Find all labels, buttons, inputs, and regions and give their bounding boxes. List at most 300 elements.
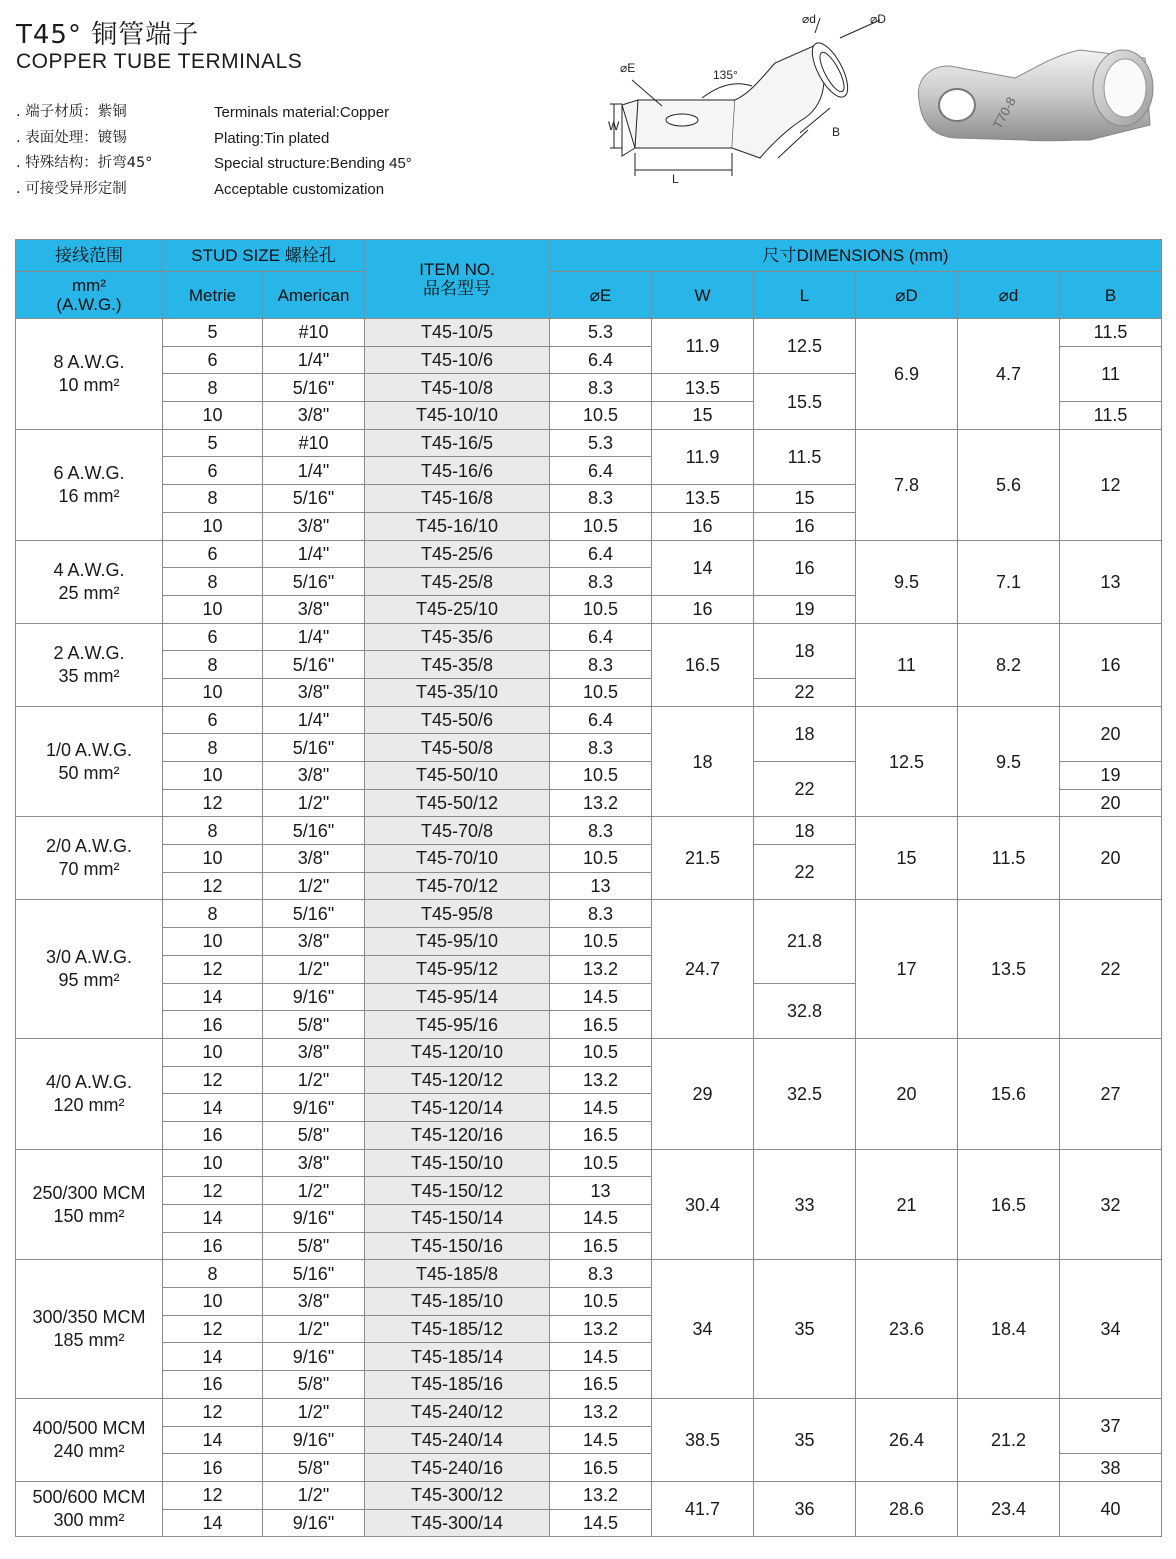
- dim-B-cell: 13: [1060, 540, 1162, 623]
- table-row: [16, 1481, 1162, 1509]
- stud-metrie-cell: 8: [163, 568, 263, 596]
- dim-E-cell: 14.5: [550, 1205, 652, 1233]
- dim-E-cell: 10.5: [550, 1149, 652, 1177]
- stud-metrie-cell: 12: [163, 1177, 263, 1205]
- stud-metrie-cell: 8: [163, 1260, 263, 1288]
- dim-E-cell: 10.5: [550, 595, 652, 623]
- dim-E-cell: 6.4: [550, 346, 652, 374]
- stud-metrie-cell: 14: [163, 983, 263, 1011]
- dim-E-cell: 6.4: [550, 457, 652, 485]
- dim-D-cell: 6.9: [856, 319, 958, 430]
- dim-E-cell: 13: [550, 1177, 652, 1205]
- stud-metrie-cell: 5: [163, 319, 263, 347]
- item-no-cell: T45-70/10: [365, 845, 550, 873]
- dim-B-cell: 12: [1060, 429, 1162, 540]
- wire-range-cell: [16, 429, 163, 540]
- stud-american-cell: 3/8": [263, 762, 365, 790]
- dim-L-cell: 32.8: [754, 983, 856, 1038]
- dimensions-table-wrapper: [15, 239, 1162, 1537]
- wire-range-awg: 8 A.W.G.: [53, 351, 125, 372]
- dim-L-cell: 22: [754, 762, 856, 817]
- dim-W-cell: 34: [652, 1260, 754, 1398]
- stud-metrie-cell: 6: [163, 540, 263, 568]
- dim-D-cell: 15: [856, 817, 958, 900]
- stud-american-cell: 1/4": [263, 457, 365, 485]
- stud-metrie-cell: 10: [163, 928, 263, 956]
- spec-item-en: Plating:Tin plated: [214, 129, 330, 147]
- table-row: [16, 1149, 1162, 1177]
- wire-range-awg: 4/0 A.W.G.: [45, 1071, 133, 1092]
- item-no-cell: T45-50/6: [365, 706, 550, 734]
- dim-d-cell: 13.5: [958, 900, 1060, 1038]
- header-range-awg: (A.W.G.): [56, 295, 122, 314]
- stud-american-cell: 5/16": [263, 485, 365, 513]
- stud-american-cell: #10: [263, 429, 365, 457]
- stud-metrie-cell: 10: [163, 1288, 263, 1316]
- dim-E-cell: 10.5: [550, 845, 652, 873]
- dim-W-cell: 29: [652, 1038, 754, 1149]
- header-stud-size: STUD SIZE 螺栓孔: [163, 240, 365, 272]
- spec-list-cn: [16, 100, 152, 202]
- item-no-cell: T45-95/12: [365, 955, 550, 983]
- dim-d-cell: 11.5: [958, 817, 1060, 900]
- item-no-cell: T45-10/6: [365, 346, 550, 374]
- stud-american-cell: 5/8": [263, 1232, 365, 1260]
- diagram-label-d: ⌀d: [802, 12, 816, 26]
- stud-american-cell: 5/8": [263, 1371, 365, 1399]
- terminal-product-image: [905, 30, 1165, 160]
- wire-range-cell: [16, 1260, 163, 1398]
- wire-range-cell: [16, 1398, 163, 1481]
- stud-american-cell: 1/2": [263, 1398, 365, 1426]
- stud-american-cell: 9/16": [263, 1426, 365, 1454]
- wire-range-awg: 500/600 MCM: [32, 1487, 146, 1508]
- item-no-cell: T45-150/10: [365, 1149, 550, 1177]
- stud-metrie-cell: 10: [163, 1038, 263, 1066]
- item-no-cell: T45-95/10: [365, 928, 550, 956]
- diagram-label-W: W: [608, 119, 620, 133]
- stud-metrie-cell: 5: [163, 429, 263, 457]
- dim-W-cell: 13.5: [652, 374, 754, 402]
- stud-american-cell: 1/2": [263, 1315, 365, 1343]
- stud-metrie-cell: 16: [163, 1454, 263, 1482]
- diagram-label-B: B: [832, 125, 841, 139]
- item-no-cell: T45-50/10: [365, 762, 550, 790]
- dim-B-cell: 34: [1060, 1260, 1162, 1398]
- stud-american-cell: 5/16": [263, 1260, 365, 1288]
- dim-L-cell: 19: [754, 595, 856, 623]
- stud-metrie-cell: 6: [163, 706, 263, 734]
- stud-metrie-cell: 12: [163, 1481, 263, 1509]
- dim-E-cell: 8.3: [550, 734, 652, 762]
- item-no-cell: T45-95/8: [365, 900, 550, 928]
- stud-american-cell: 5/16": [263, 568, 365, 596]
- dim-B-cell: 22: [1060, 900, 1162, 1038]
- spec-item-cn: . 端子材质：紫铜: [16, 104, 127, 120]
- wire-range-mm: 240 mm²: [53, 1440, 125, 1461]
- stud-metrie-cell: 16: [163, 1121, 263, 1149]
- stud-metrie-cell: 6: [163, 346, 263, 374]
- wire-range-cell: [16, 623, 163, 706]
- dim-E-cell: 10.5: [550, 402, 652, 430]
- wire-range-mm: 120 mm²: [53, 1094, 125, 1115]
- dim-L-cell: 18: [754, 817, 856, 845]
- wire-range-mm: 150 mm²: [53, 1205, 125, 1226]
- stud-metrie-cell: 10: [163, 595, 263, 623]
- dim-B-cell: 37: [1060, 1398, 1162, 1453]
- dim-E-cell: 13.2: [550, 1066, 652, 1094]
- stud-american-cell: 9/16": [263, 1509, 365, 1537]
- item-no-cell: T45-16/8: [365, 485, 550, 513]
- header-range: 接线范围: [16, 240, 163, 272]
- header-item-en: ITEM NO.: [419, 260, 495, 279]
- stud-american-cell: 9/16": [263, 1094, 365, 1122]
- item-no-cell: T45-50/12: [365, 789, 550, 817]
- dim-E-cell: 10.5: [550, 678, 652, 706]
- wire-range-mm: 95 mm²: [58, 970, 120, 991]
- stud-american-cell: 5/16": [263, 817, 365, 845]
- dim-E-cell: 14.5: [550, 1509, 652, 1537]
- spec-item-en: Acceptable customization: [214, 180, 385, 198]
- item-no-cell: T45-150/12: [365, 1177, 550, 1205]
- dim-d-cell: 16.5: [958, 1149, 1060, 1260]
- header-dim-W: W: [652, 272, 754, 319]
- stud-american-cell: 5/8": [263, 1011, 365, 1039]
- dim-W-cell: 14: [652, 540, 754, 595]
- diagram-label-E: ⌀E: [620, 61, 636, 75]
- header-range-mm: mm²: [72, 276, 106, 295]
- item-no-cell: T45-185/8: [365, 1260, 550, 1288]
- stud-american-cell: 1/4": [263, 706, 365, 734]
- dim-B-cell: 40: [1060, 1481, 1162, 1536]
- header-metrie: Metrie: [163, 272, 263, 319]
- item-no-cell: T45-120/16: [365, 1121, 550, 1149]
- dim-d-cell: 4.7: [958, 319, 1060, 430]
- stud-metrie-cell: 6: [163, 623, 263, 651]
- diagram-label-L: L: [672, 172, 679, 183]
- stud-metrie-cell: 10: [163, 1149, 263, 1177]
- dim-B-cell: 11.5: [1060, 319, 1162, 347]
- dim-D-cell: 7.8: [856, 429, 958, 540]
- wire-range-cell: [16, 706, 163, 817]
- dim-B-cell: 32: [1060, 1149, 1162, 1260]
- item-no-cell: T45-120/10: [365, 1038, 550, 1066]
- dim-L-cell: 21.8: [754, 900, 856, 983]
- dim-E-cell: 6.4: [550, 623, 652, 651]
- wire-range-awg: 400/500 MCM: [32, 1417, 146, 1438]
- item-no-cell: T45-185/12: [365, 1315, 550, 1343]
- item-no-cell: T45-150/14: [365, 1205, 550, 1233]
- dim-E-cell: 16.5: [550, 1232, 652, 1260]
- wire-range-mm: 50 mm²: [58, 762, 120, 783]
- item-no-cell: T45-25/10: [365, 595, 550, 623]
- dim-E-cell: 16.5: [550, 1454, 652, 1482]
- item-no-cell: T45-35/8: [365, 651, 550, 679]
- item-no-cell: T45-185/10: [365, 1288, 550, 1316]
- item-no-cell: T45-70/12: [365, 872, 550, 900]
- dim-E-cell: 8.3: [550, 817, 652, 845]
- stud-american-cell: 1/2": [263, 1177, 365, 1205]
- stud-american-cell: 1/2": [263, 1066, 365, 1094]
- wire-range-cell: [16, 817, 163, 900]
- wire-range-awg: 250/300 MCM: [32, 1182, 146, 1203]
- dim-L-cell: 18: [754, 623, 856, 678]
- stud-metrie-cell: 16: [163, 1371, 263, 1399]
- item-no-cell: T45-240/14: [365, 1426, 550, 1454]
- dim-D-cell: 9.5: [856, 540, 958, 623]
- dim-E-cell: 10.5: [550, 1038, 652, 1066]
- dim-E-cell: 10.5: [550, 762, 652, 790]
- item-no-cell: T45-50/8: [365, 734, 550, 762]
- dim-L-cell: 12.5: [754, 319, 856, 374]
- stud-american-cell: 9/16": [263, 1205, 365, 1233]
- stud-american-cell: 5/16": [263, 651, 365, 679]
- wire-range-awg: 3/0 A.W.G.: [45, 947, 133, 968]
- wire-range-mm: 70 mm²: [58, 859, 120, 880]
- table-row: [16, 540, 1162, 568]
- dim-E-cell: 5.3: [550, 319, 652, 347]
- dimensions-table: [15, 239, 1162, 1537]
- stud-american-cell: 1/2": [263, 872, 365, 900]
- header-item-cn: 品名型号: [423, 279, 492, 298]
- dim-W-cell: 16: [652, 512, 754, 540]
- stud-american-cell: 3/8": [263, 678, 365, 706]
- dim-D-cell: 20: [856, 1038, 958, 1149]
- dim-E-cell: 8.3: [550, 485, 652, 513]
- table-row: [16, 1398, 1162, 1426]
- spec-item-cn: . 表面处理：镀锡: [16, 129, 127, 146]
- dim-d-cell: 23.4: [958, 1481, 1060, 1536]
- stud-metrie-cell: 14: [163, 1426, 263, 1454]
- item-no-cell: T45-25/6: [365, 540, 550, 568]
- stud-american-cell: 5/8": [263, 1121, 365, 1149]
- stud-metrie-cell: 14: [163, 1509, 263, 1537]
- stud-american-cell: 3/8": [263, 402, 365, 430]
- header-dim-E: ⌀E: [550, 272, 652, 319]
- dim-E-cell: 8.3: [550, 651, 652, 679]
- item-no-cell: T45-16/5: [365, 429, 550, 457]
- dim-W-cell: 24.7: [652, 900, 754, 1038]
- dim-B-cell: 20: [1060, 789, 1162, 817]
- stud-american-cell: 5/16": [263, 734, 365, 762]
- dim-B-cell: 20: [1060, 817, 1162, 900]
- wire-range-awg: 2 A.W.G.: [53, 642, 125, 663]
- stud-american-cell: 3/8": [263, 928, 365, 956]
- stud-metrie-cell: 14: [163, 1343, 263, 1371]
- item-no-cell: T45-95/16: [365, 1011, 550, 1039]
- dim-W-cell: 21.5: [652, 817, 754, 900]
- item-no-cell: T45-300/12: [365, 1481, 550, 1509]
- dim-E-cell: 10.5: [550, 512, 652, 540]
- dim-L-cell: 35: [754, 1260, 856, 1398]
- wire-range-mm: 185 mm²: [53, 1330, 125, 1351]
- stud-metrie-cell: 14: [163, 1094, 263, 1122]
- item-no-cell: T45-120/14: [365, 1094, 550, 1122]
- dim-B-cell: 11: [1060, 346, 1162, 401]
- dim-D-cell: 11: [856, 623, 958, 706]
- item-no-cell: T45-16/10: [365, 512, 550, 540]
- dim-B-cell: 27: [1060, 1038, 1162, 1149]
- dim-D-cell: 12.5: [856, 706, 958, 817]
- wire-range-cell: [16, 900, 163, 1038]
- item-no-cell: T45-95/14: [365, 983, 550, 1011]
- dim-W-cell: 15: [652, 402, 754, 430]
- dim-B-cell: 16: [1060, 623, 1162, 706]
- dim-E-cell: 8.3: [550, 900, 652, 928]
- header-range-unit: [16, 272, 163, 319]
- stud-metrie-cell: 16: [163, 1232, 263, 1260]
- stud-metrie-cell: 10: [163, 845, 263, 873]
- item-no-cell: T45-185/16: [365, 1371, 550, 1399]
- stud-american-cell: 1/4": [263, 623, 365, 651]
- stud-american-cell: 3/8": [263, 512, 365, 540]
- diagram-label-D: ⌀D: [870, 12, 886, 26]
- dim-B-cell: 20: [1060, 706, 1162, 761]
- dim-L-cell: 33: [754, 1149, 856, 1260]
- dim-E-cell: 8.3: [550, 1260, 652, 1288]
- stud-american-cell: 5/16": [263, 900, 365, 928]
- dim-E-cell: 5.3: [550, 429, 652, 457]
- wire-range-awg: 2/0 A.W.G.: [45, 836, 133, 857]
- spec-list-en: [214, 100, 412, 202]
- dim-E-cell: 13.2: [550, 1481, 652, 1509]
- stud-metrie-cell: 10: [163, 762, 263, 790]
- wire-range-mm: 300 mm²: [53, 1510, 125, 1531]
- stud-metrie-cell: 12: [163, 1066, 263, 1094]
- header-item-no: [365, 240, 550, 319]
- dim-W-cell: 30.4: [652, 1149, 754, 1260]
- dim-L-cell: 16: [754, 540, 856, 595]
- stud-american-cell: 1/4": [263, 540, 365, 568]
- dim-B-cell: 19: [1060, 762, 1162, 790]
- dim-W-cell: 41.7: [652, 1481, 754, 1536]
- item-no-cell: T45-120/12: [365, 1066, 550, 1094]
- stud-metrie-cell: 10: [163, 402, 263, 430]
- dim-E-cell: 8.3: [550, 568, 652, 596]
- spec-item-en: Special structure:Bending 45°: [214, 155, 412, 172]
- table-row: [16, 817, 1162, 845]
- dim-L-cell: 35: [754, 1398, 856, 1481]
- stud-american-cell: 3/8": [263, 1149, 365, 1177]
- dim-L-cell: 16: [754, 512, 856, 540]
- wire-range-awg: 1/0 A.W.G.: [45, 739, 133, 760]
- header-american: American: [263, 272, 365, 319]
- dim-d-cell: 9.5: [958, 706, 1060, 817]
- dim-d-cell: 15.6: [958, 1038, 1060, 1149]
- item-no-cell: T45-10/10: [365, 402, 550, 430]
- stud-american-cell: 5/8": [263, 1454, 365, 1482]
- dim-W-cell: 18: [652, 706, 754, 817]
- wire-range-cell: [16, 1038, 163, 1149]
- item-no-cell: T45-70/8: [365, 817, 550, 845]
- stud-metrie-cell: 12: [163, 1315, 263, 1343]
- table-row: [16, 623, 1162, 651]
- spec-item-cn: . 可接受异形定制: [16, 180, 127, 197]
- spec-item-cn: . 特殊结构：折弯45°: [16, 155, 153, 171]
- dim-E-cell: 13.2: [550, 1315, 652, 1343]
- stud-american-cell: 9/16": [263, 1343, 365, 1371]
- dim-E-cell: 10.5: [550, 928, 652, 956]
- wire-range-awg: 6 A.W.G.: [53, 462, 125, 483]
- dim-d-cell: 18.4: [958, 1260, 1060, 1398]
- stud-metrie-cell: 8: [163, 817, 263, 845]
- dim-E-cell: 14.5: [550, 983, 652, 1011]
- stud-metrie-cell: 12: [163, 955, 263, 983]
- dim-L-cell: 32.5: [754, 1038, 856, 1149]
- item-no-cell: T45-16/6: [365, 457, 550, 485]
- header-dim-D: ⌀D: [856, 272, 958, 319]
- stud-american-cell: 9/16": [263, 983, 365, 1011]
- wire-range-mm: 10 mm²: [58, 374, 120, 395]
- stud-american-cell: 5/16": [263, 374, 365, 402]
- item-no-cell: T45-240/16: [365, 1454, 550, 1482]
- dim-E-cell: 13.2: [550, 789, 652, 817]
- dim-d-cell: 8.2: [958, 623, 1060, 706]
- stud-american-cell: 3/8": [263, 1038, 365, 1066]
- dim-W-cell: 16.5: [652, 623, 754, 706]
- dim-W-cell: 13.5: [652, 485, 754, 513]
- dim-L-cell: 15: [754, 485, 856, 513]
- dim-L-cell: 15.5: [754, 374, 856, 429]
- stud-metrie-cell: 8: [163, 651, 263, 679]
- stud-metrie-cell: 12: [163, 872, 263, 900]
- dim-W-cell: 11.9: [652, 319, 754, 374]
- item-no-cell: T45-10/5: [365, 319, 550, 347]
- stud-metrie-cell: 6: [163, 457, 263, 485]
- table-row: [16, 1260, 1162, 1288]
- dim-W-cell: 38.5: [652, 1398, 754, 1481]
- table-row: [16, 900, 1162, 928]
- stud-american-cell: 3/8": [263, 845, 365, 873]
- stud-american-cell: 3/8": [263, 595, 365, 623]
- dim-W-cell: 16: [652, 595, 754, 623]
- dim-B-cell: 11.5: [1060, 402, 1162, 430]
- stud-metrie-cell: 8: [163, 374, 263, 402]
- dim-E-cell: 14.5: [550, 1426, 652, 1454]
- stud-metrie-cell: 10: [163, 678, 263, 706]
- dim-d-cell: 7.1: [958, 540, 1060, 623]
- stud-american-cell: 1/2": [263, 1481, 365, 1509]
- header-dimensions: 尺寸DIMENSIONS (mm): [550, 240, 1162, 272]
- dim-E-cell: 8.3: [550, 374, 652, 402]
- header-dim-B: B: [1060, 272, 1162, 319]
- stud-metrie-cell: 8: [163, 485, 263, 513]
- stud-metrie-cell: 10: [163, 512, 263, 540]
- dim-d-cell: 5.6: [958, 429, 1060, 540]
- dim-B-cell: 38: [1060, 1454, 1162, 1482]
- item-no-cell: T45-185/14: [365, 1343, 550, 1371]
- stud-metrie-cell: 8: [163, 734, 263, 762]
- dim-L-cell: 22: [754, 678, 856, 706]
- dim-d-cell: 21.2: [958, 1398, 1060, 1481]
- dim-E-cell: 16.5: [550, 1121, 652, 1149]
- table-row: [16, 429, 1162, 457]
- dim-D-cell: 28.6: [856, 1481, 958, 1536]
- item-no-cell: T45-150/16: [365, 1232, 550, 1260]
- wire-range-awg: 4 A.W.G.: [53, 559, 125, 580]
- stud-american-cell: #10: [263, 319, 365, 347]
- page-title: T45° 铜管端子: [16, 20, 200, 50]
- dim-D-cell: 17: [856, 900, 958, 1038]
- wire-range-awg: 300/350 MCM: [32, 1307, 146, 1328]
- product-marking: T70-8: [989, 94, 1019, 132]
- stud-metrie-cell: 14: [163, 1205, 263, 1233]
- wire-range-mm: 25 mm²: [58, 582, 120, 603]
- dim-E-cell: 10.5: [550, 1288, 652, 1316]
- stud-american-cell: 1/2": [263, 955, 365, 983]
- item-no-cell: T45-240/12: [365, 1398, 550, 1426]
- dim-E-cell: 14.5: [550, 1094, 652, 1122]
